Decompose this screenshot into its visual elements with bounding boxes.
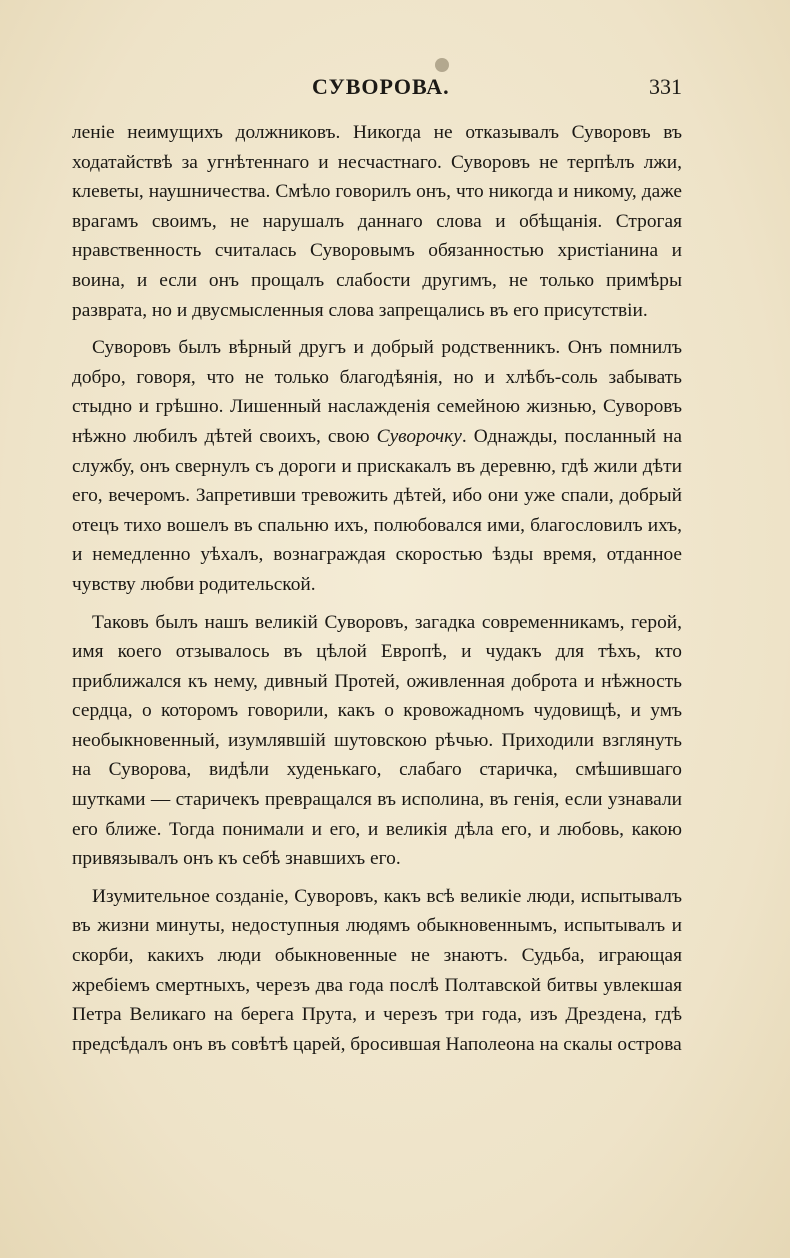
page-number: 331 — [649, 74, 682, 99]
body-text — [72, 118, 682, 1059]
page-header — [72, 74, 682, 104]
ink-blot-ornament — [435, 58, 449, 72]
paragraph-2 — [72, 333, 682, 599]
paragraph-2-part-2: . Однажды, посланный на службу, онъ свернулъ съ дороги и прискакалъ въ деревню, гдѣ жили дѣти его, вечеромъ. Запретивши тревожить дѣтей, ибо они уже спали, добрый отецъ тихо вошелъ въ спальню ихъ, полюбовался ими, благословилъ ихъ, и немедленно уѣхалъ, вознаграждая скоростью ѣзды время, отданное чувству любви родительской. — [72, 425, 683, 595]
paragraph-3: Таковъ былъ нашъ великій Суворовъ, загадка современникамъ, герой, имя коего отзывалось въ цѣлой Европѣ, и чудакъ для тѣхъ, кто приближался къ нему, дивный Протей, оживленная доброта и нѣжность сердца, о которомъ говорили, какъ о кровожадномъ чудовищѣ, и умъ необыкновенный, изумлявшій шутовскою рѣчью. Приходили взглянуть на Суворова, видѣли худенькаго, слабаго старичка, смѣшившаго шутками — старичекъ превращался въ исполина, въ генія, если узнавали его ближе. Тогда понимали и его, и великія дѣла его, и любовь, какою привязывалъ онъ къ себѣ знавшихъ его. — [72, 611, 682, 870]
paragraph-1: леніе неимущихъ должниковъ. Никогда не отказывалъ Суворовъ въ ходатайствѣ за угнѣтеннаго и несчастнаго. Суворовъ не терпѣлъ лжи, клеветы, наушничества. Смѣло говорилъ онъ, что никогда и никому, даже врагамъ своимъ, не нарушалъ даннаго слова и обѣщанія. Строгая нравственность считалась Суворовымъ обязанностью христіанина и воина, и если онъ прощалъ слабости другимъ, не только примѣры разврата, но и двусмысленныя слова запрещались въ его присутствіи. — [72, 122, 682, 321]
paragraph-4: Изумительное созданіе, Суворовъ, какъ всѣ великіе люди, испытывалъ въ жизни минуты, недоступныя людямъ обыкновеннымъ, испытывалъ и скорби, какихъ люди обыкновенные не знаютъ. Судьба, играющая жребіемъ смертныхъ, черезъ два года послѣ Полтавской битвы увлекшая Петра Великаго на берега Прута, и черезъ три года, изъ Дрездена, гдѣ предсѣдалъ онъ въ совѣтѣ царей, бросившая Наполеона на скалы острова — [72, 885, 682, 1055]
paragraph-2-italic: Суворочку — [376, 425, 462, 447]
paragraph-2-part-1: Суворовъ былъ вѣрный другъ и добрый родственникъ. Онъ помнилъ добро, говоря, что не только благодѣянія, но и хлѣбъ-соль забывать стыдно и грѣшно. Лишенный наслажденія семейною жизнью, Суворовъ нѣжно любилъ дѣтей своихъ, свою — [72, 337, 682, 447]
running-title: СУВОРОВА. — [312, 74, 450, 99]
